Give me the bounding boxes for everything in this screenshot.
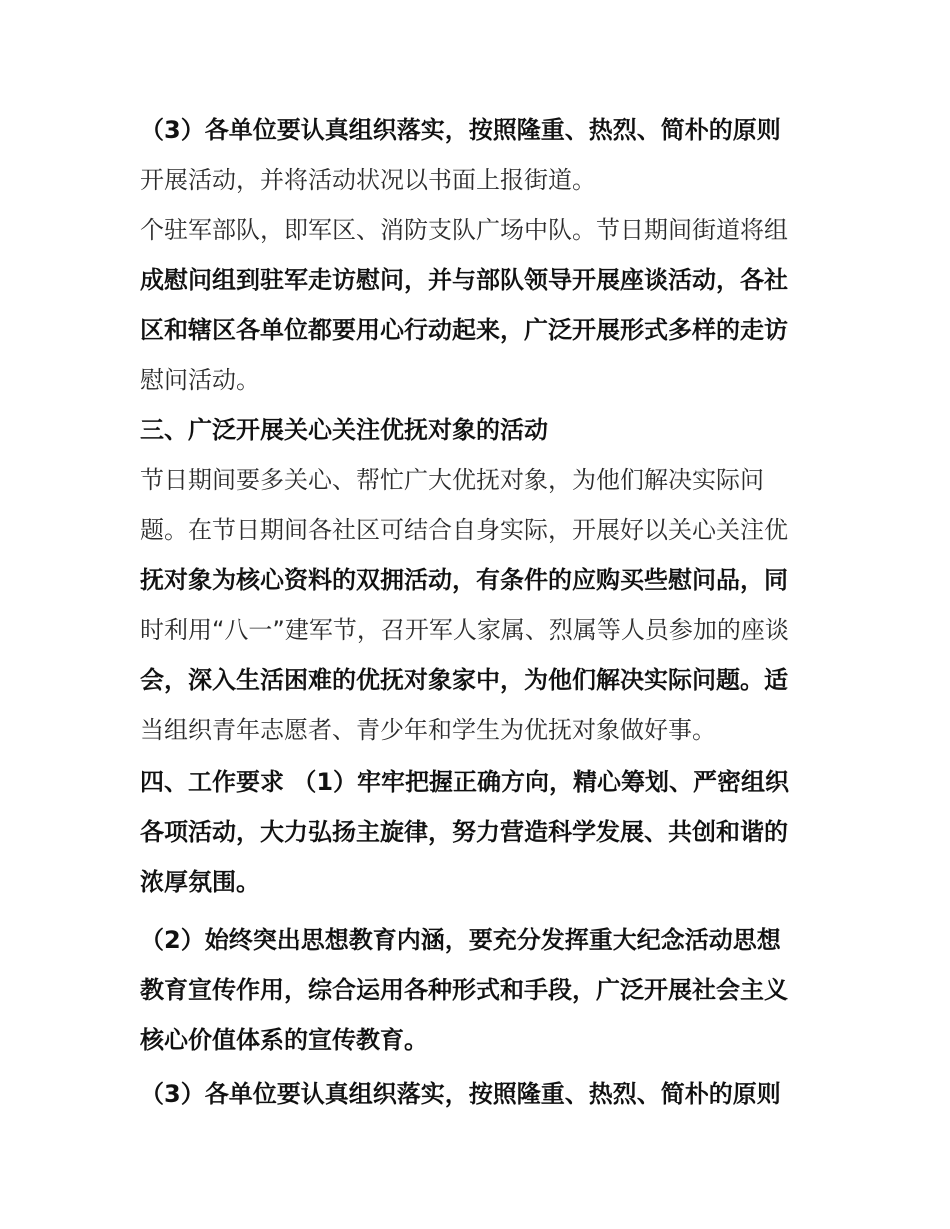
text-line: 核心价值体系的宣传教育。 [140,1026,428,1054]
text-line: 会，深入生活困难的优抚对象家中，为他们解决实际问题。适 [140,666,788,694]
text-line: 区和辖区各单位都要用心行动起来，广泛开展形式多样的走访 [140,316,788,344]
text-line: （3）各单位要认真组织落实，按照隆重、热烈、简朴的原则 [140,1080,781,1108]
text-line: 成慰问组到驻军走访慰问，并与部队领导开展座谈活动，各社 [140,266,788,294]
text-line: 抚对象为核心资料的双拥活动，有条件的应购买些慰问品，同 [140,566,788,594]
text-line: 各项活动，大力弘扬主旋律，努力营造科学发展、共创和谐的 [140,818,788,846]
text-line: 个驻军部队，即军区、消防支队广场中队。节日期间街道将组 [140,216,788,244]
text-line: 浓厚氛围。 [140,868,260,896]
text-line: 当组织青年志愿者、青少年和学生为优抚对象做好事。 [140,716,716,744]
section-heading: 三、广泛开展关心关注优抚对象的活动 [140,416,548,444]
text-line: 题。在节日期间各社区可结合自身实际，开展好以关心关注优 [140,516,788,544]
text-line: 时利用“八一”建军节，召开军人家属、烈属等人员参加的座谈 [140,616,789,644]
section-heading: 四、工作要求 （1）牢牢把握正确方向，精心筹划、严密组织 [140,768,790,796]
text-line: （3）各单位要认真组织落实，按照隆重、热烈、简朴的原则 [140,116,781,144]
text-line: 慰问活动。 [140,366,260,394]
text-line: 开展活动，并将活动状况以书面上报街道。 [140,166,596,194]
text-line: 教育宣传作用，综合运用各种形式和手段，广泛开展社会主义 [140,976,788,1004]
text-line: （2）始终突出思想教育内涵，要充分发挥重大纪念活动思想 [140,926,781,954]
text-line: 节日期间要多关心、帮忙广大优抚对象，为他们解决实际问 [140,466,764,494]
